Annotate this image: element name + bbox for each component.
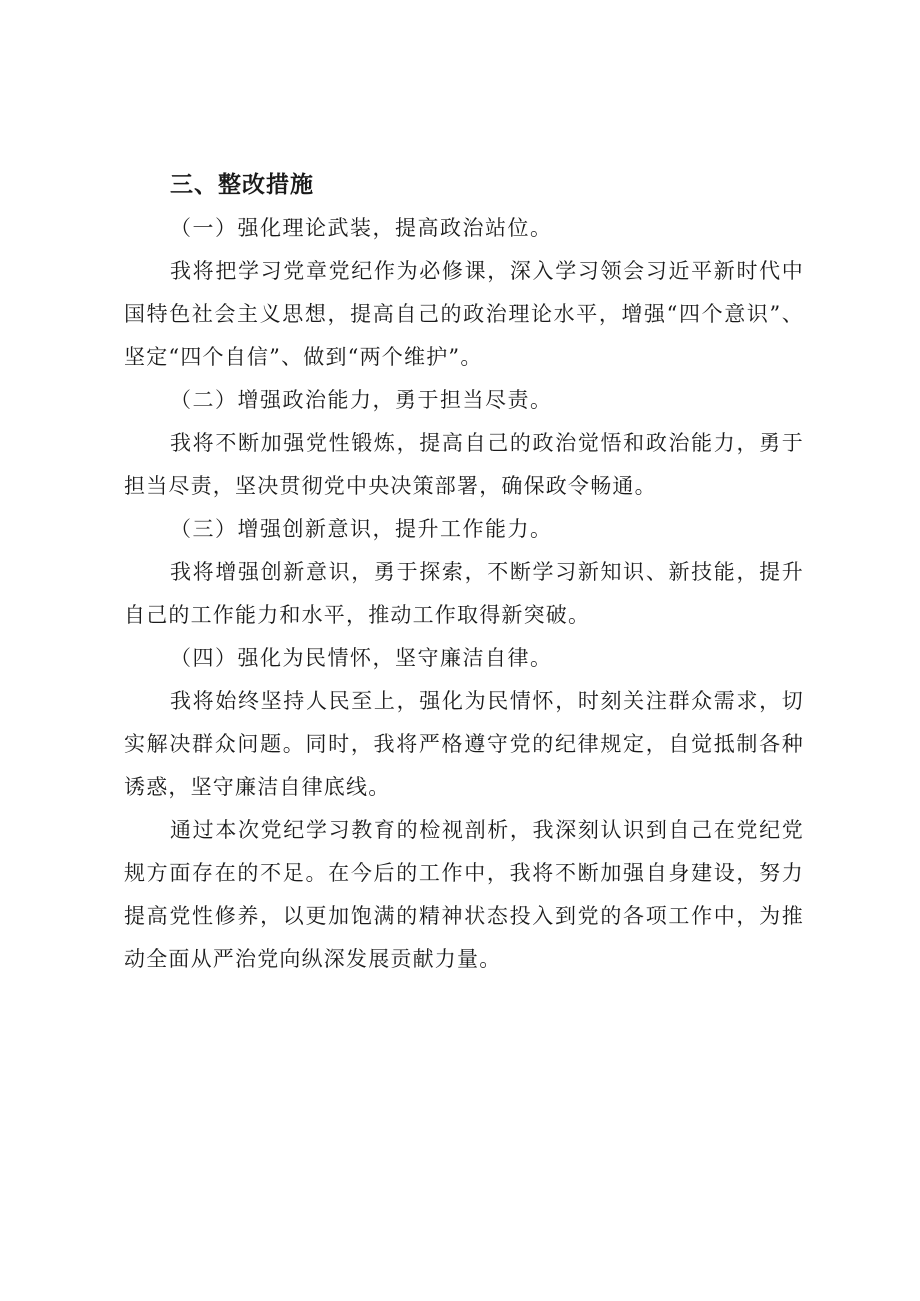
subheading-3: （三）增强创新意识，提升工作能力。 [170,517,553,541]
subheading-4: （四）强化为民情怀，坚守廉洁自律。 [170,646,553,670]
paragraph-3: 我将增强创新意识，勇于探索，不断学习新知识、新技能，提升自己的工作能力和水平，推动工作取得新突破。 [124,560,804,627]
paragraph-4: 我将始终坚持人民至上，强化为民情怀，时刻关注群众需求，切实解决群众问题。同时，我将严格遵守党的纪律规定，自觉抵制各种诱惑，坚守廉洁自律底线。 [124,689,804,799]
subheading-2: （二）增强政治能力，勇于担当尽责。 [170,388,553,412]
subheading-1: （一）强化理论武装，提高政治站位。 [170,216,553,240]
section-heading: 三、整改措施 [170,172,314,198]
conclusion-paragraph: 通过本次党纪学习教育的检视剖析，我深刻认识到自己在党纪党规方面存在的不足。在今后的工作中，我将不断加强自身建设，努力提高党性修养，以更加饱满的精神状态投入到党的各项工作中，为推动全面从严治党向纵深发展贡献力量。 [124,818,804,971]
paragraph-2: 我将不断加强党性锻炼，提高自己的政治觉悟和政治能力，勇于担当尽责，坚决贯彻党中央决策部署，确保政令畅通。 [124,431,804,498]
paragraph-1: 我将把学习党章党纪作为必修课，深入学习领会习近平新时代中国特色社会主义思想，提高自己的政治理论水平，增强“四个意识”、坚定“四个自信”、做到“两个维护”。 [124,259,804,369]
document-content [124,164,804,981]
